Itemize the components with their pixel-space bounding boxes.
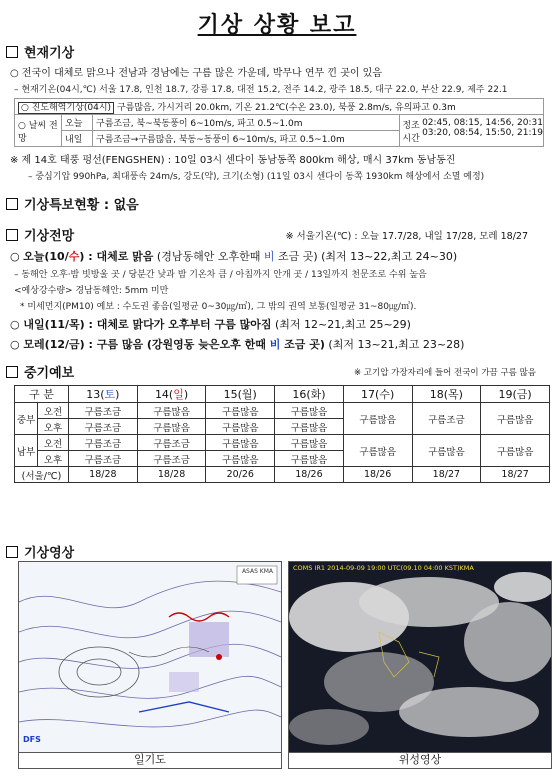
surface-chart-svg [19, 562, 281, 752]
satellite-header: COMS IR1 2014-09-09 19:00 UTC(09.10 04:00 KST)KMA [293, 564, 474, 572]
seoul-temp-note: ※ 서울기온(℃) : 오늘 17.7/28, 내일 17/28, 모레 18/27 [285, 231, 528, 242]
dayafter-rain: 비 [269, 338, 281, 351]
dayafter-b: 조금 곳) [280, 338, 325, 351]
cell: 구름많음 [275, 403, 344, 419]
cell: 18/26 [343, 467, 412, 483]
region-central: 중부 [15, 403, 38, 435]
cell: 구름조금 [69, 419, 138, 435]
checkbox-icon [6, 229, 18, 241]
pm-text: 구름조금→구름많음, 북동~동풍이 6~10m/s, 파고 0.5~1.0m [93, 131, 400, 147]
weekly-table [14, 385, 550, 483]
today-detail-2: <예상강수량> 경남동해안: 5mm 미만 [14, 286, 169, 296]
cell: 18/27 [481, 467, 550, 483]
satellite-svg [289, 562, 551, 752]
today-summary: ) : 대체로 맑음 [79, 250, 154, 263]
section-weekly [6, 362, 554, 381]
day-14: 14(일) [137, 386, 206, 403]
cell: 구름조금 [69, 451, 138, 467]
section-forecast-label: 기상전망 [24, 229, 75, 244]
satellite-caption: 위성영상 [288, 751, 552, 769]
tomorrow-forecast [10, 316, 554, 332]
tide-head: 정조 시간 [402, 120, 420, 144]
cell: 구름많음 [481, 435, 550, 467]
cell: 구름많음 [481, 403, 550, 435]
am-text: 구름조금, 북~북동풍이 6~10m/s, 파고 0.5~1.0m [93, 115, 400, 131]
cell: 구름조금 [137, 435, 206, 451]
day-13: 13(토) [69, 386, 138, 403]
today-weekday: 수 [68, 250, 80, 263]
current-summary: ○ 전국이 대체로 맑으나 전남과 경남에는 구름 많은 가운데, 박무나 연무 낀 곳이 있음 [10, 68, 383, 79]
cell: 구름많음 [206, 419, 275, 435]
tide-label: ○ 날씨 전망 [15, 115, 62, 147]
cell: 18/26 [275, 467, 344, 483]
today-day: 오늘(10/ [23, 250, 69, 263]
pm-label: 내일 [62, 131, 93, 147]
section-forecast [6, 225, 554, 244]
island-label: ○ 진도해역기상(04시) [18, 102, 114, 114]
am-label: 오전 [38, 403, 69, 419]
day-19: 19(금) [481, 386, 550, 403]
seoul-label: (서울/℃) [15, 467, 69, 483]
typhoon-detail: – 중심기압 990hPa, 최대풍속 24m/s, 강도(약), 크기(소형) (11일 03시 센다이 동쪽 1930km 해상에서 소멸 예정) [28, 172, 485, 182]
section-special-label: 기상특보현황 : 없음 [24, 198, 139, 213]
page-title: 기상 상황 보고 [197, 13, 357, 38]
tomorrow-temp: (최저 12~21,최고 25~29) [271, 318, 411, 331]
checkbox-icon [6, 198, 18, 210]
current-temps: – 현재기온(04시,℃) 서울 17.8, 인천 18.7, 강릉 17.8, 대전 15.2, 전주 14.2, 광주 18.5, 대구 22.0, 부산 22.9, 제주 22.1 [14, 85, 508, 95]
tomorrow-summary: ○ 내일(11/목) : 대체로 맑다가 오후부터 구름 많아짐 [10, 318, 272, 331]
cell: 구름많음 [412, 435, 481, 467]
tide-times-1: 02:45, 08:15, 14:56, 20:31 [422, 117, 543, 128]
section-special [6, 194, 554, 213]
cell: 구름많음 [137, 403, 206, 419]
today-detail-3: * 미세먼지(PM10) 예보 : 수도권 좋음(일평균 0~30㎍/㎥), 그 밖의 권역 보통(일평균 31~80㎍/㎥). [20, 302, 417, 312]
today-rain: 비 [263, 250, 275, 263]
weekly-note: ※ 고기압 가장자리에 들어 전국이 가끔 구름 많음 [353, 368, 536, 378]
coastal-weather-table [14, 98, 544, 147]
cell: 구름많음 [343, 403, 412, 435]
southern-am-row [15, 435, 550, 451]
cell: 18/28 [137, 467, 206, 483]
checkbox-icon [6, 366, 18, 378]
am-label: 오전 [38, 435, 69, 451]
am-label: 오늘 [62, 115, 93, 131]
day-15: 15(월) [206, 386, 275, 403]
weather-images [18, 561, 550, 771]
dayafter-forecast [10, 336, 554, 352]
cell: 구름많음 [137, 419, 206, 435]
surface-chart-image [18, 561, 282, 753]
dfs-label: DFS [23, 735, 41, 744]
today-detail-1: – 동해안 오후·밤 빗방울 곳 / 당분간 낮과 밤 기온차 큼 / 아침까지 안개 곳 / 13일까지 천문조로 수위 높음 [14, 270, 427, 280]
cell: 구름많음 [206, 403, 275, 419]
checkbox-icon [6, 546, 18, 558]
island-text: 구름많음, 가시거리 20.0km, 기온 21.2℃(수온 23.0), 북풍 2.8m/s, 유의파고 0.3m [116, 103, 456, 113]
today-note-b: 조금 곳) [274, 250, 318, 263]
typhoon-info: ※ 제 14호 태풍 펑선(FENGSHEN) : 10일 03시 센다이 동남동쪽 800km 해상, 매시 37km 동남동진 [10, 155, 456, 166]
pm-label: 오후 [38, 451, 69, 467]
dayafter-temp: (최저 13~21,최고 23~28) [324, 338, 465, 351]
cell: 구름많음 [275, 435, 344, 451]
cell: 구름조금 [69, 403, 138, 419]
seoul-temp-row [15, 467, 550, 483]
section-current [6, 42, 554, 61]
section-images-label: 기상영상 [24, 546, 75, 561]
today-note-a: (경남동해안 오후한때 [153, 250, 264, 263]
section-current-label: 현재기상 [24, 46, 75, 61]
cell: 구름조금 [69, 435, 138, 451]
cell: 18/28 [69, 467, 138, 483]
cell: 구름많음 [343, 435, 412, 467]
cell: 구름많음 [275, 419, 344, 435]
today-temp: (최저 13~22,최고 24~30) [317, 250, 458, 263]
tide-times-2: 03:20, 08:54, 15:50, 21:19 [422, 127, 543, 138]
today-forecast: ○ 오늘(10/수) : 대체로 맑음 (경남동해안 오후한때 비 조금 곳) (최저 13~22,최고 24~30) [10, 250, 458, 263]
cell: 구름많음 [206, 451, 275, 467]
satellite-image [288, 561, 552, 753]
cell: 구름조금 [412, 403, 481, 435]
region-southern: 남부 [15, 435, 38, 467]
section-images [6, 542, 74, 561]
cell: 20/26 [206, 467, 275, 483]
cell: 구름많음 [275, 451, 344, 467]
cell: 구름조금 [137, 451, 206, 467]
weekly-header-row [15, 386, 550, 403]
day-16: 16(화) [275, 386, 344, 403]
section-weekly-label: 중기예보 [24, 366, 75, 381]
pm-label: 오후 [38, 419, 69, 435]
central-am-row [15, 403, 550, 419]
checkbox-icon [6, 46, 18, 58]
cell: 구름많음 [206, 435, 275, 451]
day-18: 18(목) [412, 386, 481, 403]
day-17: 17(수) [343, 386, 412, 403]
chart-tag: ASAS KMA [241, 568, 273, 575]
dayafter-a: ○ 모레(12/금) : 구름 많음 (강원영동 늦은오후 한때 [10, 338, 270, 351]
surface-chart-caption: 일기도 [18, 751, 282, 769]
cell: 18/27 [412, 467, 481, 483]
weekly-head-label: 구 분 [15, 386, 69, 403]
